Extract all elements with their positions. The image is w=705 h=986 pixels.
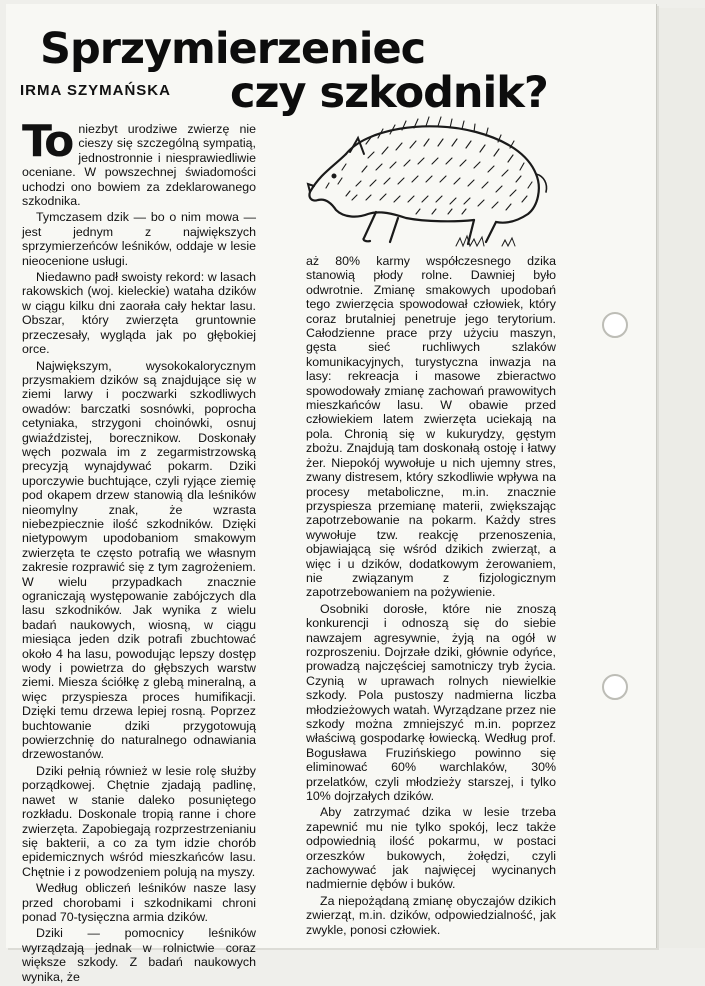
article-title-line2: czy szkodnik? bbox=[230, 68, 548, 118]
paragraph: Dziki pełnią również w lesie rolę służby porządkowej. Chętnie zjadają padlinę, nawet w stanie daleko posuniętego rozkładu. Doskonale tropią ranne i chore zwierzęta. Zapobiegają rozprzestrzenianiu się bakterii, a co za tym idzie chorób epidemicznych wśród mieszkańców lasu. Chętnie i z powodzeniem polują na myszy. bbox=[22, 763, 256, 879]
boar-bristles bbox=[326, 117, 532, 214]
paragraph: Tymczasem dzik — bo o nim mowa — jest jednym z największych sprzymierzeńców leśników, oddaje w lesie nieocenione usługi. bbox=[22, 210, 256, 268]
article-title-line1: Sprzymierzeniec bbox=[40, 24, 426, 74]
paragraph: Według obliczeń leśników nasze lasy przed chorobami i szkodnikami chroni ponad 70-tysięczna armia dzików. bbox=[22, 881, 256, 924]
binder-hole-bottom bbox=[602, 674, 628, 700]
paragraph: Dziki — pomocnicy leśników wyrządzają jednak w rolnictwie coraz większe szkody. Z badań naukowych wynika, że bbox=[22, 926, 256, 984]
paragraph: Za niepożądaną zmianę obyczajów dzikich zwierząt, m.in. dzików, odpowiedzialność, jak zwykle, ponosi człowiek. bbox=[306, 893, 556, 937]
paragraph: Niedawno padł swoisty rekord: w lasach rakowskich (woj. kieleckie) wataha dzików w ciągu kilku dni zaorała cały hektar lasu. Obszar, który zwierzęta gruntownie przeczesały, wygląda jak po głębokiej orce. bbox=[22, 270, 256, 357]
boar-head bbox=[309, 154, 474, 221]
author-byline: IRMA SZYMAŃSKA bbox=[20, 82, 171, 99]
paragraph: Aby zatrzymać dzika w lesie trzeba zapewnić mu nie tylko spokój, lecz także odpowiednią ilość pokarmu, w postaci orzeszków bukowych, żołędzi, czyli zachowywać jak najwięcej wycinanych nadmiernie dębów i buków. bbox=[306, 805, 556, 892]
drop-cap: To bbox=[22, 116, 73, 167]
paragraph: aż 80% karmy współczesnego dzika stanowią płody rolne. Dawniej było odwrotnie. Zmianę smakowych upodobań tego zwierzęcia spowodował człowiek, który coraz brutalniej penetruje jego terytorium. Całodzienne prace przy użyciu maszyn, gęsta sieć ruchliwych szlaków komunikacyjnych, turystyczna inwazja na lasy: rekreacja i masowe zbieractwo spowodowały zmianę zachowań prawowitych mieszkańców lasu. W obawie przed człowiekiem latem zwierzęta uciekają na pola. Chronią się w kukurydzy, gęstym zbożu. Znajdują tam doskonałą ostoję i łatwy żer. Niepokój wywołuje u nich ujemny stres, zwany distresem, który szkodliwie wpływa na procesy metaboliczne, m.in. znacznie przyspiesza przemianę materii, zwiększając zapotrzebowanie na pokarm. Każdy stres wywołuje tzw. reakcję przenoszenia, objawiającą się wśród dzikich zwierząt, a więc i u dzików, dodatkowym żerowaniem, nie związanym z fizjologicznym zapotrzebowaniem na pożywienie. bbox=[306, 254, 556, 600]
magazine-page bbox=[6, 4, 657, 984]
right-text-column bbox=[306, 254, 556, 939]
paragraph: Osobniki dorosłe, które nie znoszą konkurencji i odnoszą się do siebie nawzajem agresywnie, żyją na ogół w rozproszeniu. Dojrzałe dziki, głównie odyńce, prowadzą najczęściej samotniczy tryb życia. Czynią w uprawach rolnych niewielkie szkody. Pola pustoszy nadmierna liczba młodzieżowych watah. Wyrządzane przez nie szkody można zmniejszyć m.in. poprzez właściwą gospodarkę łowiecką. Według prof. Bogusława Fruzińskiego powinno się eliminować 60% warchlaków, 30% przelatków, czyli młodzieży starszej, i tylko 10% dojrzałych dzików. bbox=[306, 601, 556, 804]
lead-paragraph-text: niezbyt urodziwe zwierzę nie cieszy się szczególną sympatią, jednostronnie i niesprawiedliwie oceniane. W powszechnej świadomości uchodzi ono bowiem za zdeklarowanego szkodnika. bbox=[22, 122, 256, 209]
adjacent-page-edge bbox=[650, 8, 705, 948]
paragraph: Największym, wysokokalorycznym przysmakiem dzików są znajdujące się w ziemi larwy i poczwarki szkodliwych owadów: barczatki sosnówki, poprocha cetyniaka, strzygoni choinówki, osnuj gwiaździstej, borecznikow. Doskonały węch pozwala im z zegarmistrzowską precyzją wynajdywać pokarm. Dziki uporczywie buchtujące, czyli ryjące ziemię pod okapem drzew stanowią dla leśników nieomylny znak, że wzrasta niebezpiecznie ilość szkodników. Dzięki nietypowym upodobaniom smakowym zwierzęta te często potrafią we własnym zakresie rozprawić się z tym zagrożeniem. W wielu przypadkach znacznie ograniczają występowanie zabójczych dla lasu szkodników. Jak wynika z wielu badań naukowych, wiosną, w ciągu miesiąca jeden dzik potrafi zbuchtować około 4 ha lasu, powodując lepszy dostęp wody i powietrza do głębszych warstw ziemi. Miesza ściółkę z glebą mineralną, a więc przyspiesza proces humifikacji. Dzięki temu drzewa lepiej rosną. Poprzez buchtowanie dziki przygotowują powierzchnię do naturalnego odnawiania drzewostanów. bbox=[22, 358, 256, 762]
binder-hole-top bbox=[602, 312, 628, 338]
wild-boar-illustration bbox=[306, 114, 556, 254]
boar-body bbox=[346, 126, 539, 244]
left-text-column bbox=[22, 116, 256, 986]
lead-paragraph bbox=[22, 116, 256, 209]
boar-eye bbox=[332, 174, 336, 178]
